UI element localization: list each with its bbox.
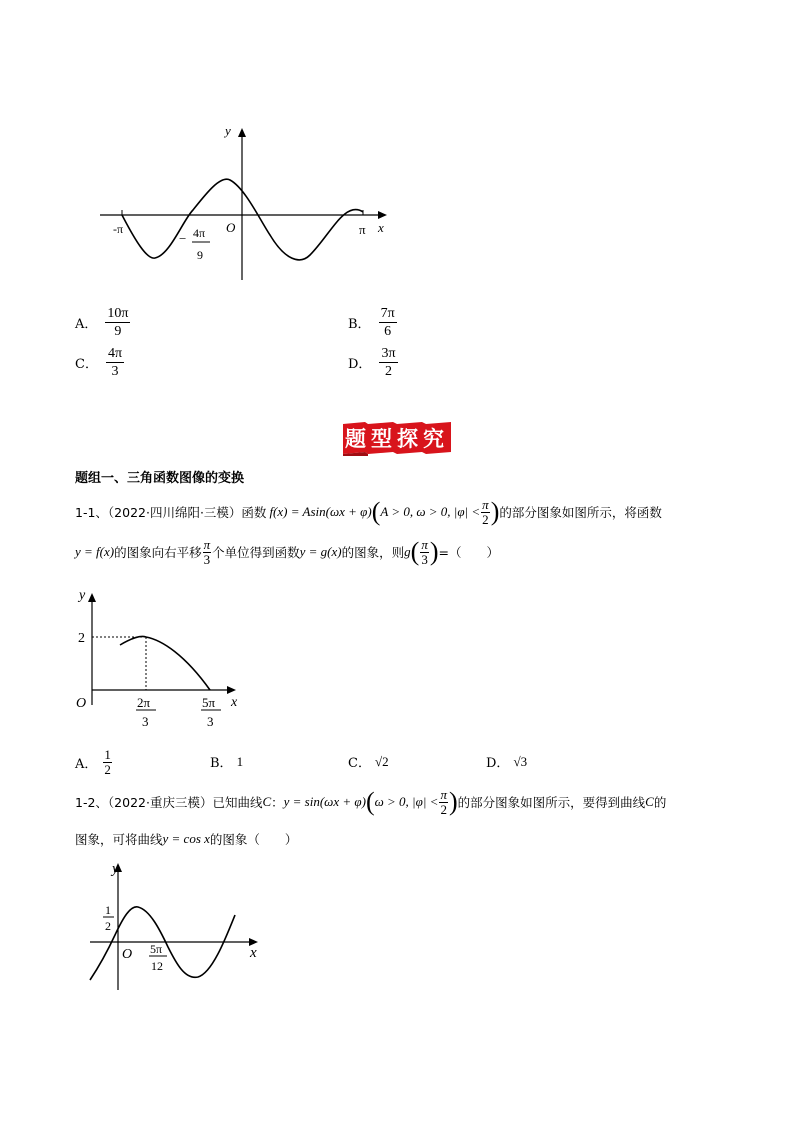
- option-d[interactable]: [348, 346, 398, 380]
- banner-text: 题型探究: [345, 427, 449, 451]
- graph-q1-1: [70, 585, 250, 735]
- y-label: y: [225, 123, 231, 138]
- option-c[interactable]: [75, 346, 124, 380]
- option-fraction: $\frac{7\pi}{6}$: [380, 306, 395, 340]
- section-heading: 题组一、三角函数图像的变换: [75, 471, 245, 486]
- tick-label-den: 9: [197, 248, 203, 262]
- x1-num: 5π: [150, 942, 163, 956]
- option-letter: C．: [75, 357, 98, 373]
- half-den: 2: [105, 919, 111, 933]
- section-banner: [340, 420, 454, 456]
- q1-option-c[interactable]: [348, 752, 389, 771]
- option-fraction: $\frac{1}{2}$: [104, 747, 111, 777]
- option-letter: A．: [75, 317, 98, 333]
- y-axis-arrow: [238, 128, 246, 137]
- graph-q1-2: [80, 855, 280, 995]
- question-1-1-line-2: y = f(x) 的图象向右平移 $\frac{\pi}{3}$ 个单位得到函数 y = g(x) 的图象，则 g ( $\frac{\pi}{3}$ ) =（ ）: [75, 537, 499, 567]
- option-fraction: $\frac{4\pi}{3}$: [107, 346, 123, 380]
- x2-den: 3: [207, 714, 214, 729]
- x1-num: 2π: [137, 695, 151, 710]
- fraction-pi-2: $\frac{\pi}{2}$: [482, 497, 489, 527]
- x-label: x: [250, 945, 257, 961]
- x-axis-arrow: [378, 211, 387, 219]
- option-letter: A．: [75, 756, 98, 772]
- tick-label-neg-sign: −: [179, 231, 187, 246]
- option-letter: D．: [486, 756, 510, 771]
- curve: [120, 636, 210, 690]
- option-a[interactable]: [75, 306, 130, 340]
- q1-option-a[interactable]: [75, 748, 113, 776]
- question-1-1-line-1: 1-1、（2022·四川绵阳·三模）函数 f(x) = Asin(ωx + φ) ( A > 0, ω > 0, |φ| < $\frac{\pi}{2}$ ) 的部分图象如图所示，将函数: [75, 497, 662, 527]
- x2-num: 5π: [202, 695, 216, 710]
- option-letter: B．: [348, 317, 371, 333]
- origin-label: O: [122, 947, 133, 962]
- q1-option-b[interactable]: [210, 752, 243, 771]
- option-letter: D．: [348, 357, 372, 373]
- option-value: √2: [374, 753, 389, 769]
- option-fraction: $\frac{3\pi}{2}$: [381, 346, 396, 380]
- y-label: y: [112, 861, 119, 877]
- x-axis-arrow: [227, 686, 236, 694]
- ymax-label: 2: [78, 631, 85, 646]
- fraction-g-arg: $\frac{\pi}{3}$: [421, 537, 428, 567]
- option-value: 1: [236, 753, 244, 769]
- x1-den: 12: [151, 959, 163, 973]
- graph-sinusoid-1: [95, 120, 395, 290]
- x1-den: 3: [142, 714, 149, 729]
- y-axis-arrow: [88, 593, 96, 602]
- option-letter: C．: [348, 756, 371, 771]
- tick-label-num: 4π: [193, 226, 206, 240]
- half-num: 1: [105, 903, 111, 917]
- fraction-shift: $\frac{\pi}{3}$: [203, 537, 211, 567]
- option-b[interactable]: [348, 306, 397, 340]
- option-letter: B．: [210, 756, 233, 771]
- tick-label-pi: π: [359, 222, 366, 237]
- q1-option-d[interactable]: [486, 752, 527, 771]
- origin-label: O: [76, 696, 87, 711]
- tick-label-neg-pi: -π: [113, 222, 124, 236]
- option-fraction: $\frac{10\pi}{9}$: [107, 306, 129, 340]
- x-label: x: [378, 220, 384, 235]
- x-label: x: [231, 695, 238, 710]
- question-1-2-line-2: 图象，可将曲线 y = cos x 的图象（ ）: [75, 831, 298, 847]
- question-1-2-line-1: 1-2、（2022·重庆三模）已知曲线 C ： y = sin(ωx + φ) ( ω > 0, |φ| < $\frac{\pi}{2}$ ) 的部分图象如图所示，要得到曲线 C 的: [75, 787, 667, 817]
- y-label: y: [79, 588, 86, 603]
- origin-label: O: [226, 220, 236, 235]
- fraction-pi-2: $\frac{\pi}{2}$: [440, 787, 447, 817]
- option-value: √3: [513, 753, 528, 769]
